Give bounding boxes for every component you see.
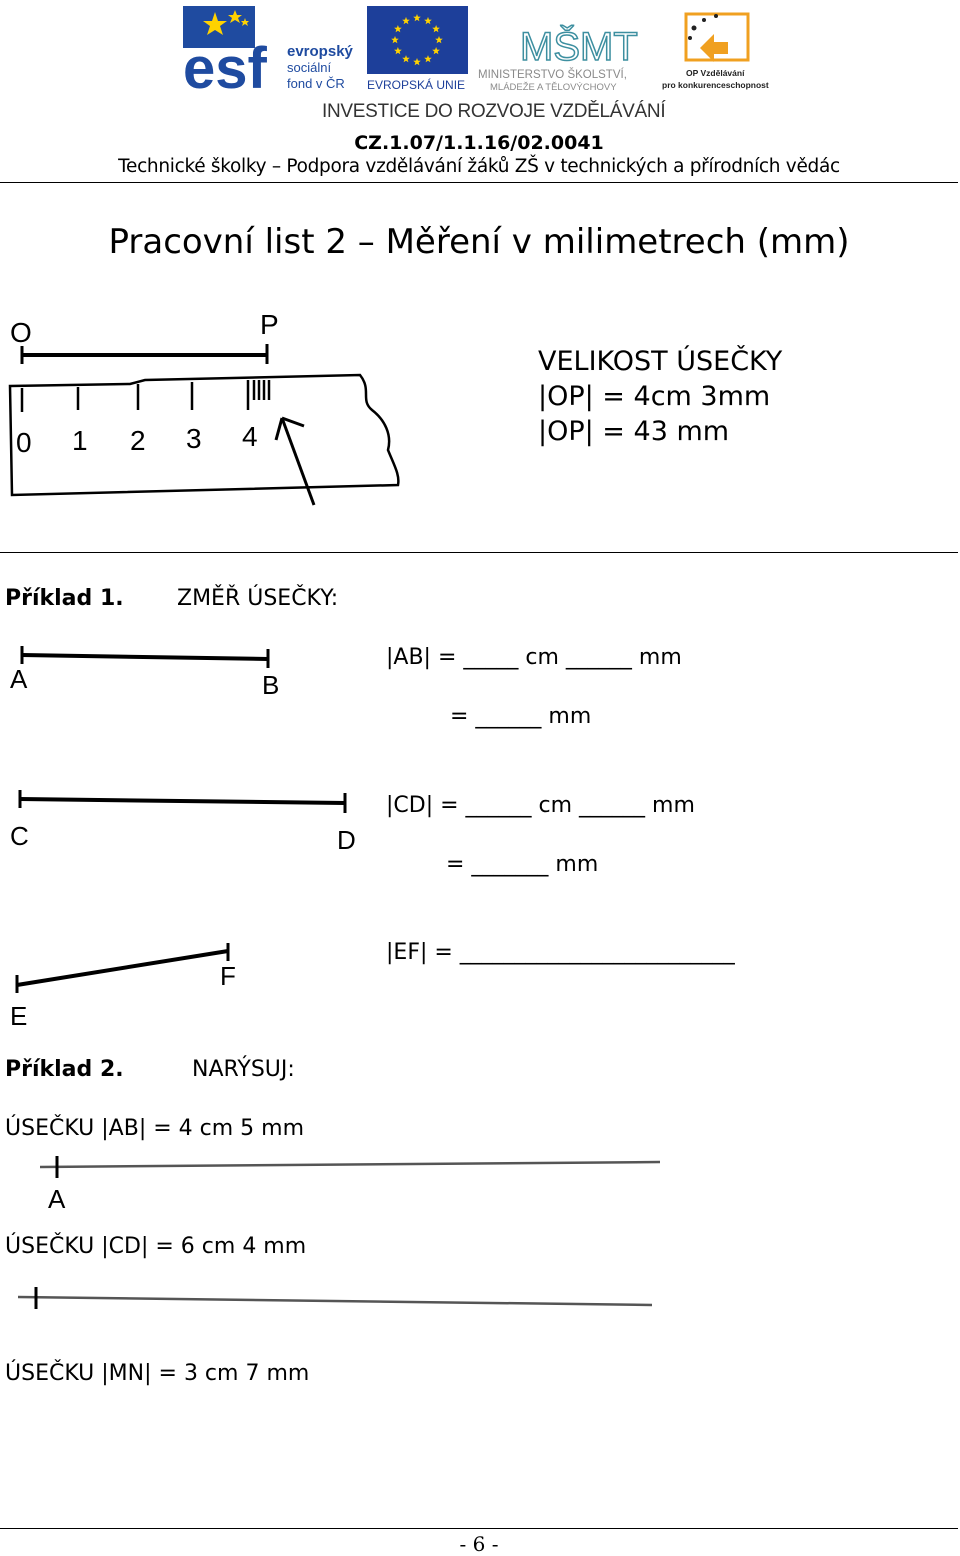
- msmt-logo: [476, 4, 656, 94]
- op-graphic: [660, 4, 775, 94]
- project-code: CZ.1.07/1.1.16/02.0041: [354, 132, 604, 154]
- ruler-tick-4: 4: [242, 421, 258, 452]
- label-o: O: [10, 317, 32, 348]
- esf-line3: fond v ČR: [287, 76, 345, 91]
- page-number: - 6 -: [459, 1532, 499, 1556]
- label-c: C: [10, 821, 29, 851]
- esf-mark: esf: [183, 36, 267, 94]
- ruler-body: [10, 375, 398, 495]
- esf-logo: [183, 6, 363, 94]
- op-line2: pro konkurenceschopnost: [662, 80, 769, 90]
- draw-ab-instruction: ÚSEČKU |AB| = 4 cm 5 mm: [5, 1116, 305, 1141]
- esf-line1: evropský: [287, 43, 353, 60]
- op-logo: [660, 4, 775, 94]
- msmt-line1: MINISTERSTVO ŠKOLSTVÍ,: [478, 69, 627, 81]
- cd-measure-line1: |CD| = ______ cm ______ mm: [386, 793, 695, 818]
- header-divider: [0, 182, 958, 183]
- ab-measure-line1: |AB| = _____ cm ______ mm: [386, 645, 682, 670]
- ruler-figure: [0, 300, 420, 515]
- ruler-tick-3: 3: [186, 423, 202, 454]
- draw-mn-instruction: ÚSEČKU |MN| = 3 cm 7 mm: [5, 1361, 310, 1386]
- op-eq-cm: |OP| = 4cm 3mm: [538, 381, 771, 412]
- eu-flag: [367, 6, 470, 94]
- msmt-mark: MŠMT: [520, 25, 638, 69]
- op-eq-mm: |OP| = 43 mm: [538, 416, 730, 447]
- draw-ab-start-label: A: [48, 1184, 66, 1214]
- label-d: D: [337, 825, 356, 855]
- op-line1: OP Vzdělávání: [686, 68, 745, 78]
- priklad1-task: ZMĚŘ ÚSEČKY:: [177, 586, 339, 611]
- eu-logo: [367, 6, 470, 94]
- ruler-tick-1: 1: [72, 425, 88, 456]
- project-subtitle: Technické školky – Podpora vzdělávání žáků ZŠ v technických a přírodních vědác: [118, 156, 840, 177]
- draw-ab-line: [0, 1150, 680, 1215]
- ab-measure-line2: = ______ mm: [450, 704, 592, 729]
- esf-logo-graphic: [183, 6, 363, 94]
- segment-cd-figure: [0, 785, 370, 855]
- page-title: Pracovní list 2 – Měření v milimetrech (mm): [108, 222, 850, 262]
- msmt-graphic: [476, 4, 656, 94]
- draw-cd-instruction: ÚSEČKU |CD| = 6 cm 4 mm: [5, 1234, 307, 1259]
- label-f: F: [220, 961, 236, 991]
- ruler-tick-0: 0: [16, 427, 32, 458]
- esf-line2: sociální: [287, 60, 332, 75]
- label-a: A: [10, 664, 28, 694]
- label-e: E: [10, 1001, 28, 1030]
- segment-ab-figure: [0, 640, 300, 700]
- section-divider: [0, 552, 958, 553]
- draw-cd-line: [0, 1285, 680, 1320]
- msmt-line2: MLÁDEŽE A TĚLOVÝCHOVY: [490, 82, 617, 93]
- label-p: P: [260, 309, 279, 340]
- velikost-heading: VELIKOST ÚSEČKY: [538, 346, 783, 377]
- ruler-tick-2: 2: [130, 425, 146, 456]
- investice-label: INVESTICE DO ROZVOJE VZDĚLÁVÁNÍ: [322, 101, 666, 122]
- eu-label: EVROPSKÁ UNIE: [367, 78, 466, 92]
- segment-ef-figure: [0, 935, 260, 1030]
- ef-measure-line1: |EF| = _________________________: [386, 940, 735, 965]
- footer-divider: [0, 1528, 958, 1529]
- priklad2-task: NARÝSUJ:: [192, 1057, 295, 1082]
- cd-measure-line2: = _______ mm: [446, 852, 599, 877]
- arrow-icon: [276, 418, 314, 505]
- label-b: B: [262, 670, 280, 700]
- priklad1-label: Příklad 1.: [5, 586, 124, 611]
- priklad2-label: Příklad 2.: [5, 1057, 124, 1082]
